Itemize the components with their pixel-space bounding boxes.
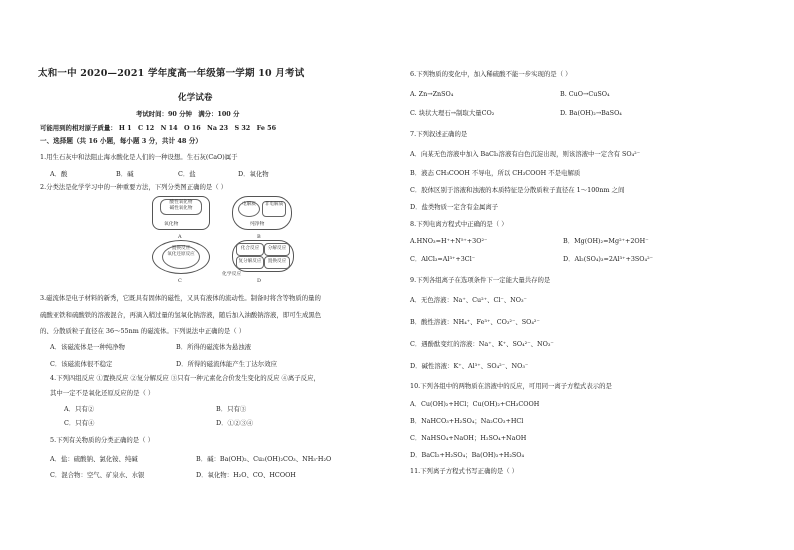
- diagram-d-label: D: [257, 278, 262, 284]
- q8-option-a: A.HNO₃=H⁺+N⁵⁺+3O²⁻: [410, 237, 488, 245]
- exam-title: 太和一中 2020—2021 学年度高一年级第一学期 10 月考试: [38, 68, 305, 79]
- q5-option-b: B．碱：Ba(OH)₂、Cu₂(OH)₂CO₃、NH₃·H₂O: [196, 455, 332, 463]
- diagram-a-inner-2: 碱性氧化物: [169, 205, 193, 211]
- q1-stem: 1.用生石灰中和法阻止海水酸化是人们的一种设想。生石灰(CaO)属于: [40, 153, 238, 161]
- q9-option-b: B．酸性溶液：NH₄⁺、Fe³⁺、CO₃²⁻、SO₄²⁻: [410, 318, 540, 326]
- q6-stem: 6.下列物质的变化中，加入稀硫酸不能一步实现的是（ ）: [410, 70, 572, 78]
- q11-stem: 11.下列离子方程式书写正确的是（ ）: [410, 467, 519, 475]
- q3-stem-1: 3.磁流体是电子材料的新秀，它既具有固体的磁性，又具有液体的流动性。制备时将含等物质的量的: [40, 294, 321, 302]
- q7-option-c: C．胶体区别于溶液和浊液的本质特征是分散质粒子直径在 1～100nm 之间: [410, 186, 625, 194]
- q8-option-c: C．AlCl₃=Al³⁺+3Cl⁻: [410, 255, 476, 263]
- diagram-d-inner-3: 复分解反应: [238, 259, 262, 264]
- q9-option-d: D．碱性溶液：K⁺、Al³⁺、SO₄²⁻、NO₃⁻: [410, 362, 529, 370]
- diagram-c-inner-1: 置换反应: [171, 246, 191, 251]
- exam-subtitle: 化学试卷: [178, 93, 213, 103]
- diagram-b-inner-2: 非电解质: [264, 202, 284, 207]
- q9-stem: 9.下列各组离子在选项条件下一定能大量共存的是: [410, 276, 551, 284]
- q7-option-d: D．盐类物质一定含有金属离子: [410, 203, 499, 211]
- q7-option-a: A．向某无色溶液中加入 BaCl₂溶液有白色沉淀出现，则该溶液中一定含有 SO₄²⁻: [410, 150, 641, 158]
- diagram-d-inner-1: 化合反应: [240, 246, 260, 251]
- diagram-a-outer: 氧化物: [164, 222, 179, 227]
- q6-option-a: A. Zn→ZnSO₄: [410, 90, 454, 98]
- q5-option-c: C．混合物：空气、矿泉水、水银: [50, 471, 145, 479]
- q7-option-b: B．液态 CH₃COOH 不导电，所以 CH₃COOH 不是电解质: [410, 169, 581, 177]
- diagram-d-inner-4: 置换反应: [267, 259, 287, 264]
- diagram-b-outer: 纯净物: [250, 222, 265, 227]
- q10-option-b: B．NaHCO₃+H₂SO₄；Na₂CO₃+HCl: [410, 417, 524, 425]
- q4-stem-2: 其中一定不是氧化还原反应的是（ ）: [50, 389, 155, 397]
- q2-diagram-d: [222, 240, 294, 277]
- q2-diagram-a: [152, 196, 210, 230]
- q9-option-c: C．遇酚酞变红的溶液：Na⁺、K⁺、SO₄²⁻、NO₃⁻: [410, 340, 554, 348]
- q3-option-b: B．所得的磁流体为悬浊液: [176, 343, 251, 351]
- q2-diagram-c: [152, 240, 210, 274]
- diagram-d-outer: 化学反应: [222, 272, 242, 277]
- q10-stem: 10.下列各组中的两物质在溶液中的反应，可用同一离子方程式表示的是: [410, 382, 612, 390]
- q4-stem-1: 4.下列四组反应 ①置换反应 ②复分解反应 ③只有一种元素化合价发生变化的反应 ④离子反应，: [50, 374, 320, 382]
- q3-option-c: C．该磁流体很不稳定: [50, 360, 113, 368]
- q2-diagram-b: [232, 196, 292, 230]
- q5-option-d: D．氧化物：H₂O、CO、HCOOH: [196, 471, 296, 479]
- atomic-masses: 可能用到的相对原子质量： H 1 C 12 N 14 O 16 Na 23 S 32 Fe 56: [40, 124, 277, 132]
- q4-option-d: D．①②③④: [216, 419, 254, 427]
- q1-option-a: A．酸: [50, 170, 68, 178]
- diagram-b-label: B: [257, 234, 261, 240]
- q3-option-a: A．该磁流体是一种纯净物: [50, 343, 125, 351]
- q8-option-d: D．Al₂(SO₄)₃=2Al³⁺+3SO₄²⁻: [563, 255, 654, 263]
- q4-option-a: A．只有②: [64, 405, 95, 413]
- q10-option-c: C．NaHSO₄+NaOH；H₂SO₄+NaOH: [410, 434, 527, 442]
- q7-stem: 7.下列叙述正确的是: [410, 130, 468, 138]
- q5-stem: 5.下列有关物质的分类正确的是（ ）: [50, 436, 154, 444]
- diagram-a-inner-1: 酸性氧化物: [169, 200, 193, 205]
- q3-option-d: D．所得的磁流体能产生丁达尔效应: [176, 360, 277, 368]
- q3-stem-3: 的、分散质粒子直径在 36～55nm 的磁流体。下列说法中正确的是（ ）: [40, 327, 246, 335]
- q4-option-c: C．只有④: [64, 419, 95, 427]
- q6-option-b: B. CuO→CuSO₄: [560, 90, 610, 98]
- q5-option-a: A．盐：硫酸钠、氯化铵、纯碱: [50, 455, 138, 463]
- q6-option-c: C. 块状大理石→制取大量CO₂: [410, 109, 495, 117]
- q2-stem: 2.分类法是化学学习中的一种重要方法，下列分类图正确的是（ ）: [40, 183, 228, 191]
- q9-option-a: A．无色溶液：Na⁺、Cu²⁺、Cl⁻、NO₃⁻: [410, 296, 527, 304]
- q8-stem: 8.下列电离方程式中正确的是（ ）: [410, 220, 508, 228]
- q6-option-d: D. Ba(OH)₂→BaSO₄: [560, 109, 622, 117]
- diagram-d-inner-2: 分解反应: [267, 246, 287, 251]
- exam-info: 考试时间：90 分钟 满分：100 分: [136, 110, 240, 118]
- q3-stem-2: 硫酸亚铁和硫酸铁的溶液混合，再滴入稍过量的氢氧化钠溶液，随后加入油酸钠溶液，即可生成黑色: [40, 311, 322, 319]
- diagram-a-label: A: [178, 234, 182, 240]
- q10-option-d: D．BaCl₂+H₂SO₄；Ba(OH)₂+H₂SO₄: [410, 451, 525, 459]
- diagram-c-label: C: [178, 278, 182, 284]
- q1-option-b: B．碱: [116, 170, 134, 178]
- section-heading: 一、选择题（共 16 小题，每小题 3 分，共计 48 分）: [40, 137, 202, 145]
- q10-option-a: A．Cu(OH)₂+HCl；Cu(OH)₂+CH₃COOH: [410, 400, 540, 408]
- diagram-c-inner-2: 氧化还原反应: [167, 251, 195, 257]
- diagram-b-inner-1: 电解质: [242, 202, 256, 207]
- q1-option-c: C．盐: [178, 170, 196, 178]
- q1-option-d: D．氧化物: [238, 170, 269, 178]
- q8-option-b: B．Mg(OH)₂=Mg²⁺+2OH⁻: [563, 237, 649, 245]
- q4-option-b: B．只有③: [216, 405, 247, 413]
